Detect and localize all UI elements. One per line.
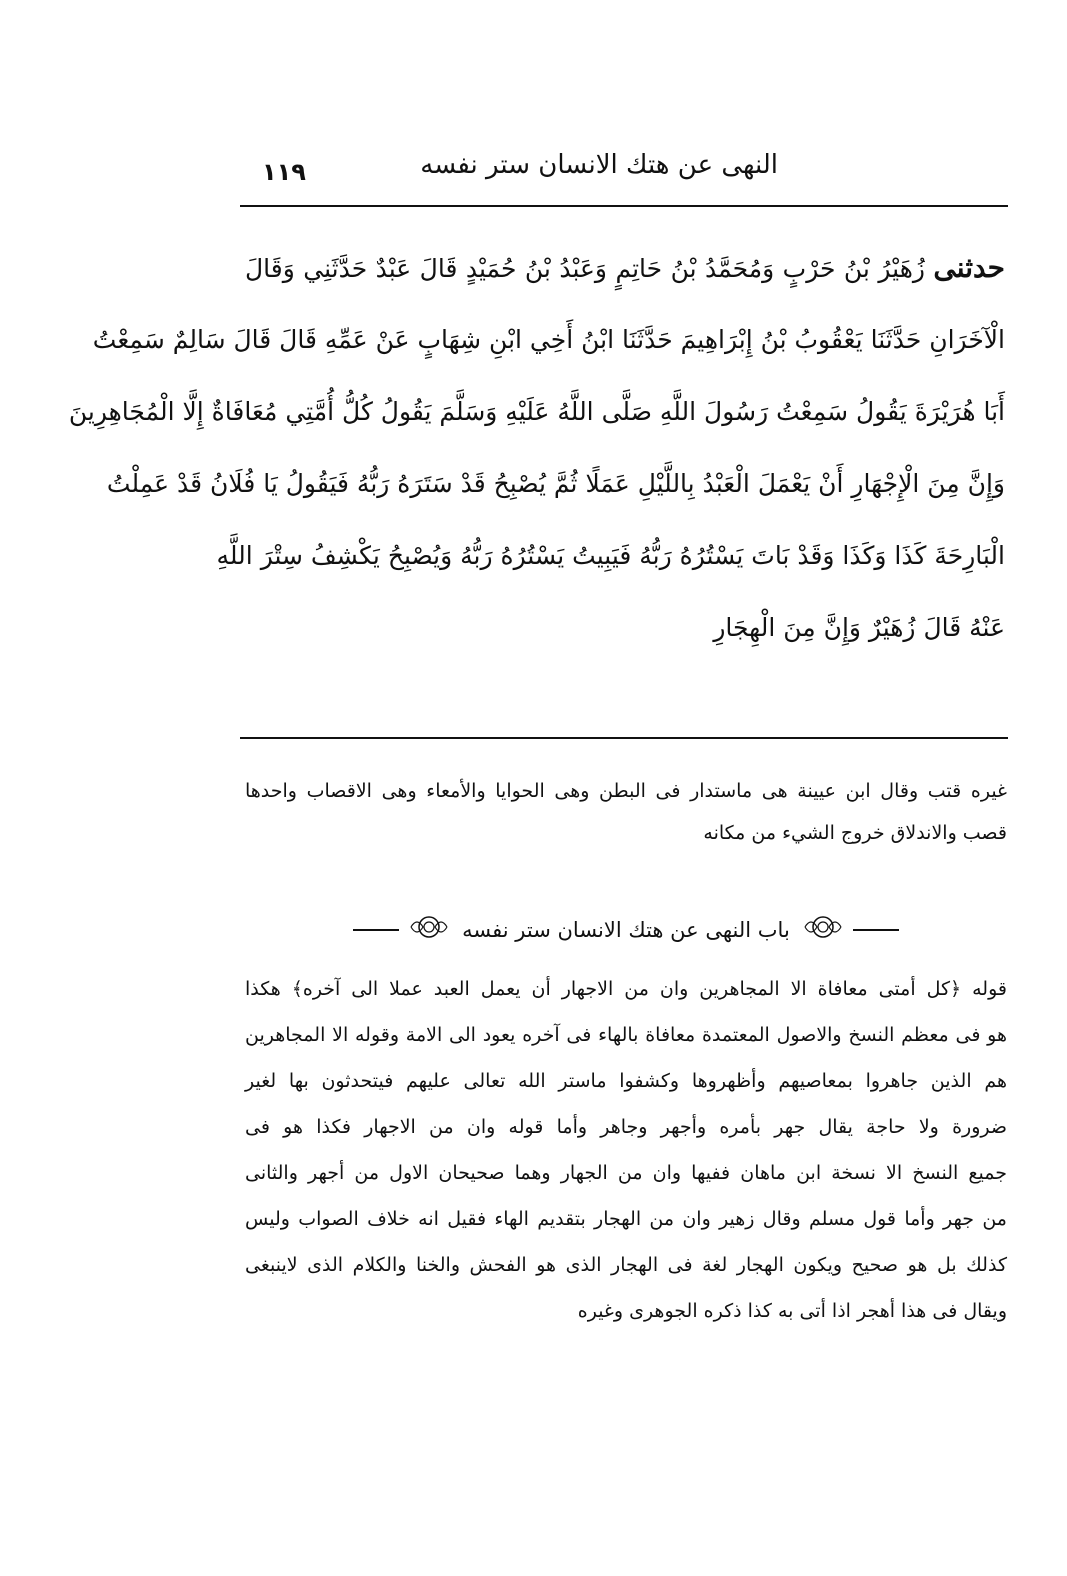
- chapter-heading: [245, 912, 1007, 952]
- hadith-line: [216, 520, 1005, 592]
- ornament-icon: [409, 912, 449, 947]
- heading-rule: [353, 929, 399, 931]
- page-number: ١١٩: [262, 158, 306, 186]
- hadith-line-text: وَإِنَّ مِنَ الْإِجْهَارِ أَنْ يَعْمَلَ الْعَبْدُ بِاللَّيْلِ عَمَلًا ثُمَّ يُصْبِحُ قَدْ سَتَرَهُ رَبُّهُ فَيَقُولُ يَا فُلَانُ قَدْ عَمِلْتُ: [106, 469, 1005, 498]
- hadith-line-text: أَبَا هُرَيْرَةَ يَقُولُ سَمِعْتُ رَسُولَ اللَّهِ صَلَّى اللَّهُ عَلَيْهِ وَسَلَّمَ يَقُولُ كُلُّ أُمَّتِي مُعَافَاةٌ إِلَّا الْمُجَاهِرِينَ: [68, 397, 1005, 426]
- commentary-line: من جهر وأما قول مسلم وقال زهير وان من الهجار بتقديم الهاء فقيل انه خلاف الصواب وليس: [245, 1208, 1007, 1230]
- hadith-line: [106, 448, 1005, 520]
- chapter-title: باب النهى عن هتك الانسان ستر نفسه: [462, 917, 790, 942]
- hadith-text: [68, 232, 1005, 664]
- header-title: النهى عن هتك الانسان ستر نفسه: [420, 150, 778, 180]
- commentary-line: غيره قتب وقال ابن عيينة هى ماستدار فى البطن وهى الحوايا والأمعاء وهى الاقصاب واحدها: [245, 780, 1007, 802]
- header-divider: [240, 205, 1008, 207]
- hadith-line-text: زُهَيْرُ بْنُ حَرْبٍ وَمُحَمَّدُ بْنُ حَاتِمٍ وَعَبْدُ بْنُ حُمَيْدٍ قَالَ عَبْدٌ حَدَّثَنِي وَقَالَ: [245, 254, 934, 283]
- hadith-line-text: الْبَارِحَةَ كَذَا وَكَذَا وَقَدْ بَاتَ يَسْتُرُهُ رَبُّهُ فَيَبِيتُ يَسْتُرُهُ رَبُّهُ وَيُصْبِحُ يَكْشِفُ سِتْرَ اللَّهِ: [216, 541, 1005, 570]
- hadith-line: [68, 376, 1005, 448]
- heading-rule: [853, 929, 899, 931]
- commentary-line: جميع النسخ الا نسخة ابن ماهان ففيها وان من الجهار وهما صحيحان الاول من أجهر والثانى: [245, 1162, 1007, 1184]
- running-header: [240, 150, 1000, 190]
- hadith-line: [245, 232, 1005, 304]
- ornament-icon: [803, 912, 843, 947]
- footnote-divider: [240, 737, 1008, 739]
- hadith-line-text: الْآخَرَانِ حَدَّثَنَا يَعْقُوبُ بْنُ إِبْرَاهِيمَ حَدَّثَنَا ابْنُ أَخِي ابْنِ شِهَابٍ عَنْ عَمِّهِ قَالَ قَالَ سَالِمٌ سَمِعْتُ: [92, 325, 1005, 354]
- commentary-line: هو فى معظم النسخ والاصول المعتمدة معافاة بالهاء فى آخره يعود الى الامة وقوله الا المجاهرين: [245, 1024, 1007, 1046]
- commentary-line: قوله ﴿كل أمتى معافاة الا المجاهرين وان من الاجهار أن يعمل العبد عملا الى آخره﴾ هكذا: [245, 978, 1007, 1000]
- commentary-line: ضرورة ولا حاجة يقال جهر بأمره وأجهر وجاهر وأما قوله وان من الاجهار فكذا هو فى: [245, 1116, 1007, 1138]
- commentary-line: قصب والاندلاق خروج الشيء من مكانه: [703, 822, 1007, 844]
- hadith-line-text: عَنْهُ قَالَ زُهَيْرٌ وَإِنَّ مِنَ الْهِجَارِ: [713, 613, 1005, 642]
- hadith-line: [245, 592, 1005, 664]
- hadith-line: [92, 304, 1005, 376]
- commentary-text: [245, 966, 1007, 1334]
- commentary-line: ويقال فى هذا أهجر اذا أتى به كذا ذكره الجوهرى وغيره: [577, 1300, 1007, 1322]
- commentary-continued: [245, 770, 1007, 854]
- hadith-lead-word: حدثنى: [933, 251, 1005, 284]
- commentary-line: هم الذين جاهروا بمعاصيهم وأظهروها وكشفوا ماستر الله تعالى عليهم فيتحدثون بها لغير: [245, 1070, 1007, 1092]
- commentary-line: كذلك بل هو صحيح ويكون الهجار لغة فى الهجار الذى هو الفحش والخنا والكلام الذى لاينبغى: [245, 1254, 1007, 1276]
